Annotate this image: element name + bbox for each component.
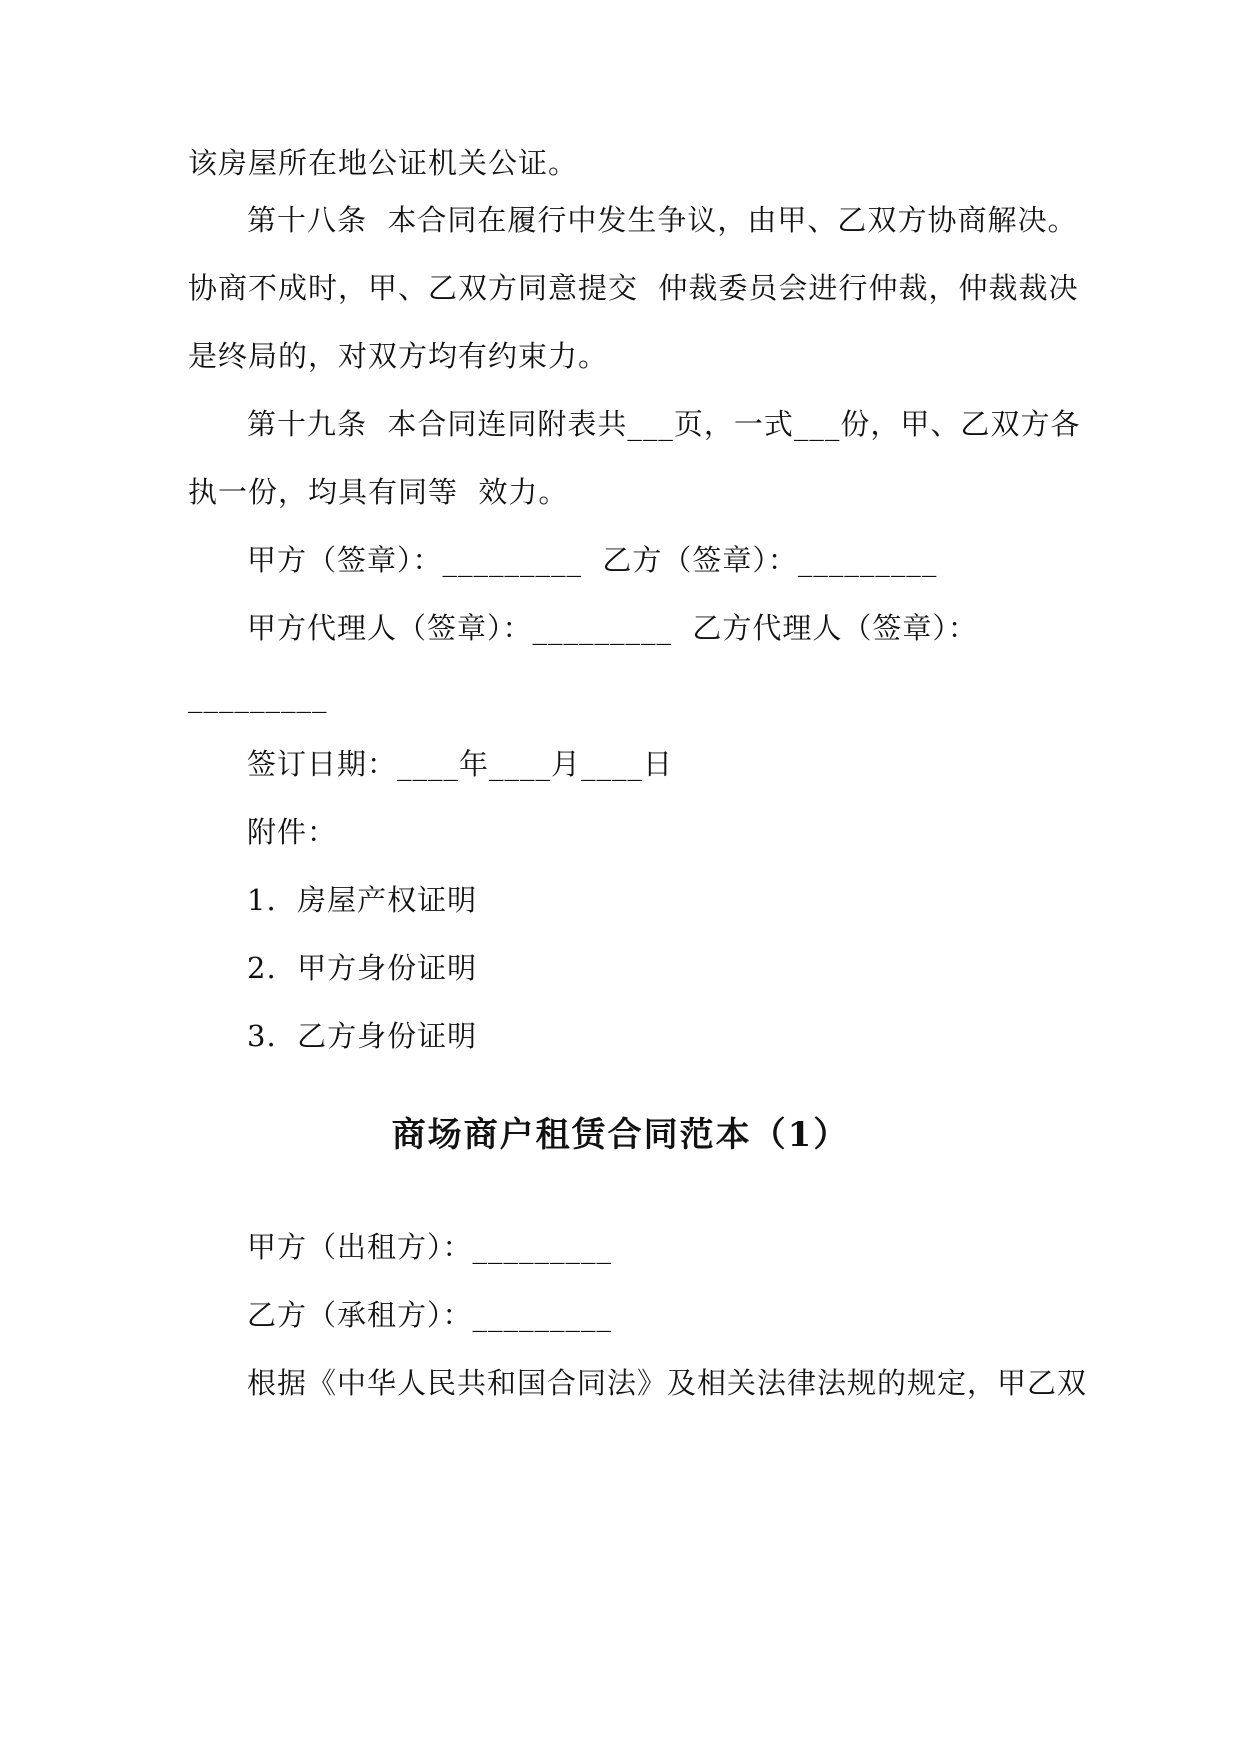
text-line-arbitration: 协商不成时，甲、乙双方同意提交 仲裁委员会进行仲裁，仲裁裁决: [188, 271, 1079, 305]
attachment-item-3: 3. 乙方身份证明: [247, 1019, 478, 1053]
attachment-item-2: 2. 甲方身份证明: [247, 951, 478, 985]
signing-date-line: 签订日期：____年____月____日: [247, 747, 674, 781]
party-a-lessor-line: 甲方（出租方）：_________: [247, 1230, 613, 1264]
signature-line-agents: 甲方代理人（签章）：_________ 乙方代理人（签章）：: [247, 611, 978, 645]
signature-line-parties: 甲方（签章）：_________ 乙方（签章）：_________: [247, 543, 938, 577]
text-line-article-19: 第十九条 本合同连同附表共___页，一式___份，甲、乙双方各: [247, 407, 1081, 441]
attachment-item-1: 1. 房屋产权证明: [247, 883, 478, 917]
section-title: 商场商户租赁合同范本（1）: [391, 1115, 850, 1155]
text-line-equal-effect: 执一份，均具有同等 效力。: [188, 475, 569, 509]
text-line-article-18: 第十八条 本合同在履行中发生争议，由甲、乙双方协商解决。: [247, 203, 1078, 237]
text-line-notarization: 该房屋所在地公证机关公证。: [188, 146, 579, 180]
text-line-final-ruling: 是终局的，对双方均有约束力。: [188, 339, 609, 373]
party-b-lessee-line: 乙方（承租方）：_________: [247, 1298, 613, 1332]
signature-line-agent-blank: _________: [188, 679, 328, 713]
attachments-heading: 附件：: [247, 815, 338, 849]
text-line-contract-law: 根据《中华人民共和国合同法》及相关法律法规的规定，甲乙双: [247, 1366, 1088, 1400]
